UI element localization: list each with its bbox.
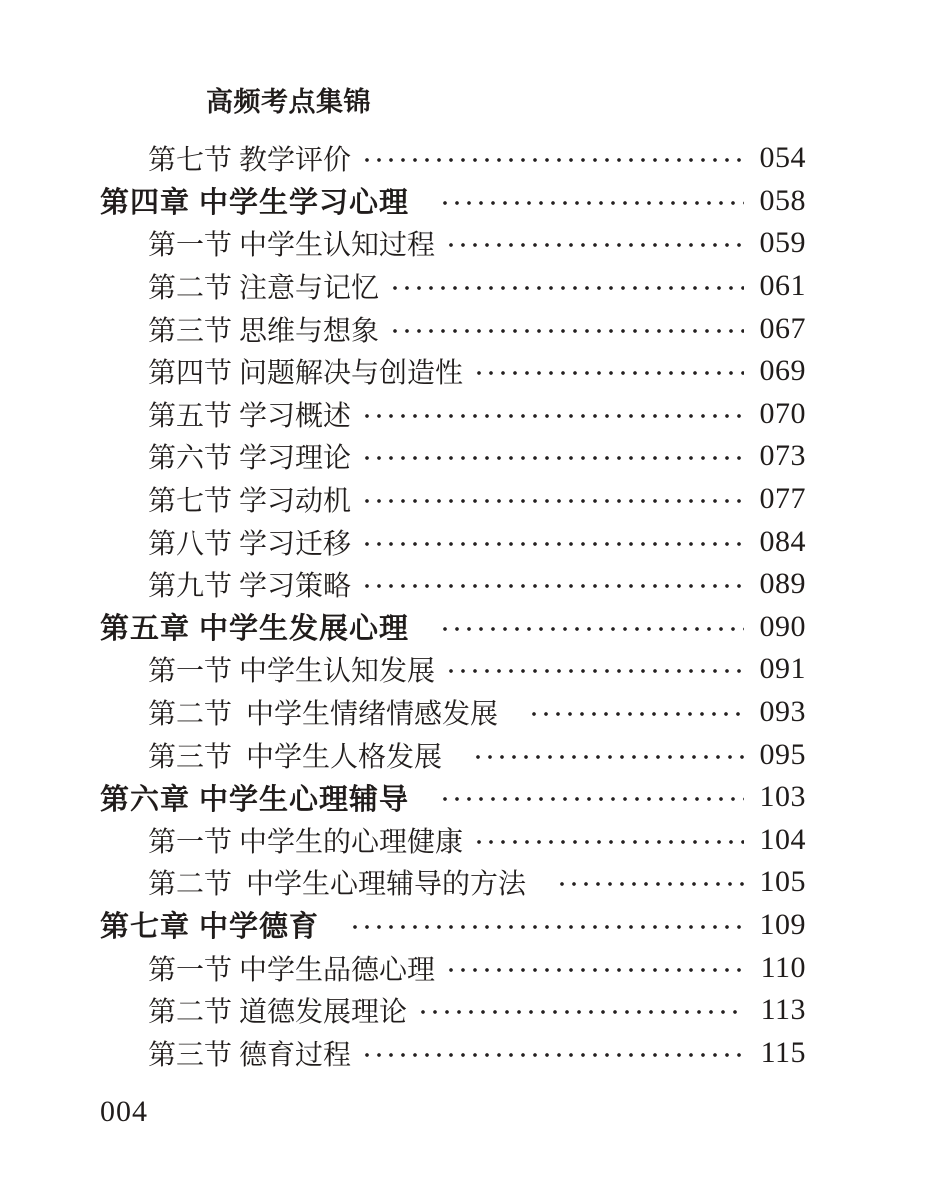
toc-entry-title: 第三节 德育过程: [148, 1039, 352, 1071]
toc-row-section: [100, 350, 806, 393]
toc-entry-title: 第八节 学习迁移: [148, 528, 352, 560]
toc-entry-page: 084: [759, 524, 806, 558]
dot-leader: [361, 452, 744, 464]
toc-entry-title: 第六节 学习理论: [148, 443, 352, 475]
toc-entry-page: 090: [759, 609, 806, 643]
dot-leader: [361, 1049, 744, 1061]
toc-entry-page: 109: [759, 907, 806, 941]
toc-row-section: [100, 520, 806, 563]
toc-entry-title: 第五章 中学生发展心理: [100, 613, 410, 646]
toc-entry-title: 第二节 中学生情绪情感发展: [148, 699, 499, 731]
toc-row-section: [100, 478, 806, 521]
toc-entry-page: 091: [759, 652, 806, 686]
toc-entry-page: 103: [759, 780, 806, 814]
toc-entry-page: 073: [759, 439, 806, 473]
table-of-contents: [100, 137, 806, 1074]
toc-entry-page: 069: [759, 354, 806, 388]
toc-entry-page: 070: [759, 396, 806, 430]
dot-leader: [445, 665, 744, 677]
dot-leader: [361, 580, 744, 592]
toc-row-section: [100, 137, 806, 180]
toc-row-section: [100, 648, 806, 691]
dot-leader: [389, 282, 744, 294]
toc-row-chapter: [100, 180, 806, 223]
toc-row-section: [100, 691, 806, 734]
dot-leader: [528, 708, 744, 720]
toc-entry-title: 第二节 注意与记忆: [148, 273, 380, 305]
toc-row-section: [100, 307, 806, 350]
toc-entry-title: 第四节 问题解决与创造性: [148, 358, 464, 390]
toc-row-section: [100, 393, 806, 436]
toc-entry-title: 第六章 中学生心理辅导: [100, 783, 410, 816]
toc-entry-page: 089: [759, 567, 806, 601]
toc-entry-title: 第七节 学习动机: [148, 486, 352, 518]
toc-row-chapter: [100, 776, 806, 819]
toc-row-section: [100, 733, 806, 776]
toc-row-section: [100, 861, 806, 904]
toc-entry-page: 105: [759, 865, 806, 899]
dot-leader: [439, 623, 744, 635]
toc-entry-title: 第二节 中学生心理辅导的方法: [148, 869, 527, 901]
dot-leader: [361, 538, 744, 550]
toc-entry-title: 第一节 中学生认知过程: [148, 230, 436, 262]
dot-leader: [417, 1006, 744, 1018]
toc-entry-title: 第五节 学习概述: [148, 400, 352, 432]
dot-leader: [473, 367, 744, 379]
toc-entry-page: 095: [759, 737, 806, 771]
dot-leader: [361, 154, 744, 166]
toc-entry-page: 058: [759, 183, 806, 217]
toc-entry-page: 054: [759, 141, 806, 175]
toc-entry-page: 110: [760, 950, 806, 984]
toc-row-section: [100, 1031, 806, 1074]
dot-leader: [556, 878, 744, 890]
toc-entry-page: 113: [760, 993, 806, 1027]
toc-row-section: [100, 946, 806, 989]
toc-entry-title: 第七节 教学评价: [148, 145, 352, 177]
page-header-title: 高频考点集锦: [206, 87, 371, 117]
toc-entry-title: 第四章 中学生学习心理: [100, 187, 410, 220]
toc-entry-page: 067: [759, 311, 806, 345]
toc-row-section: [100, 222, 806, 265]
dot-leader: [389, 325, 744, 337]
dot-leader: [361, 410, 744, 422]
toc-entry-title: 第三节 思维与想象: [148, 315, 380, 347]
toc-entry-page: 093: [759, 695, 806, 729]
page-number-folio: 004: [100, 1095, 148, 1128]
dot-leader: [445, 964, 744, 976]
toc-row-section: [100, 563, 806, 606]
toc-entry-page: 115: [760, 1035, 806, 1069]
dot-leader: [439, 793, 744, 805]
toc-entry-title: 第三节 中学生人格发展: [148, 741, 443, 773]
toc-entry-title: 第九节 学习策略: [148, 571, 352, 603]
toc-entry-page: 077: [759, 482, 806, 516]
toc-row-section: [100, 989, 806, 1032]
toc-row-section: [100, 819, 806, 862]
toc-row-section: [100, 435, 806, 478]
dot-leader: [439, 197, 744, 209]
dot-leader: [361, 495, 744, 507]
toc-entry-title: 第七章 中学德育: [100, 911, 320, 944]
toc-entry-title: 第一节 中学生认知发展: [148, 656, 436, 688]
toc-entry-title: 第一节 中学生品德心理: [148, 954, 436, 986]
dot-leader: [473, 836, 744, 848]
toc-row-chapter: [100, 606, 806, 649]
toc-entry-page: 059: [759, 226, 806, 260]
dot-leader: [472, 751, 744, 763]
toc-entry-title: 第二节 道德发展理论: [148, 997, 408, 1029]
dot-leader: [445, 239, 744, 251]
toc-entry-page: 104: [759, 822, 806, 856]
toc-entry-page: 061: [759, 269, 806, 303]
dot-leader: [349, 921, 744, 933]
toc-row-chapter: [100, 904, 806, 947]
toc-row-section: [100, 265, 806, 308]
toc-entry-title: 第一节 中学生的心理健康: [148, 826, 464, 858]
